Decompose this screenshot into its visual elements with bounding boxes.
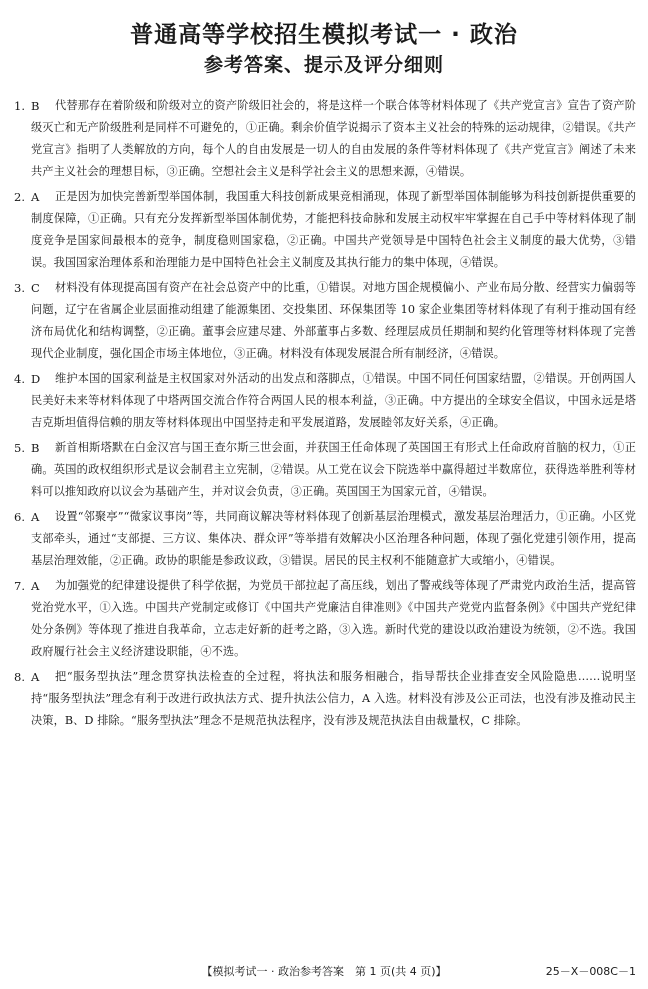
item-answer: A [31, 190, 40, 204]
item-answer: A [31, 670, 40, 684]
item-explanation: 把“服务型执法”理念贯穿执法检查的全过程，将执法和服务相融合，指导帮扶企业排查安全风险隐患……说明坚持“服务型执法”理念有利于改进行政执法方式、提升执法公信力，A 入选。材料没有涉及公正司法，也没有涉及推动民主决策，B、D 排除。“服务型执法”理念不是规范执法程序，没有涉及规范执法自由裁量权，C 排除。 [31, 670, 636, 727]
answer-item-8 [14, 666, 636, 732]
answer-item-7 [14, 575, 636, 663]
answer-item-2 [14, 186, 636, 274]
item-answer: A [31, 579, 40, 593]
item-answer: C [31, 281, 40, 295]
item-number: 1. [14, 99, 25, 113]
item-explanation: 代替那存在着阶级和阶级对立的资产阶级旧社会的，将是这样一个联合体等材料体现了《共产党宣言》宣告了资产阶级灭亡和无产阶级胜利是同样不可避免的，①正确。剩余价值学说揭示了资本主义社会的特殊的运动规律，②错误。《共产党宣言》指明了人类解放的方向，每个人的自由发展是一切人的自由发展的条件等材料体现了《共产党宣言》阐述了未来共产主义社会的理想目标，③正确。空想社会主义是科学社会主义的思想来源，④错误。 [31, 99, 636, 178]
item-number: 8. [14, 670, 25, 684]
item-number: 5. [14, 441, 25, 455]
item-number: 3. [14, 281, 25, 295]
footer-doc-code: 25－X－008C－1 [545, 965, 636, 978]
footer-page-info: 【模拟考试一 · 政治参考答案 第 1 页(共 4 页)】 [201, 965, 447, 978]
item-number: 7. [14, 579, 25, 593]
answer-list [14, 95, 636, 735]
item-explanation: 正是因为加快完善新型举国体制，我国重大科技创新成果竞相涌现，体现了新型举国体制能够为科技创新提供重要的制度保障，①正确。只有充分发挥新型举国体制优势，才能把科技命脉和发展主动权牢牢掌握在自己手中等材料体现了制度竞争是国家间最根本的竞争，制度稳则国家稳，②正确。中国共产党领导是中国特色社会主义制度的最大优势，③错误。我国国家治理体系和治理能力是中国特色社会主义制度及其执行能力的集中体现，④错误。 [31, 190, 636, 269]
item-answer: B [31, 99, 40, 113]
item-explanation: 设置“邻聚亭”“微家议事岗”等，共同商议解决等材料体现了创新基层治理模式，激发基层治理活力，①正确。小区党支部牵头，通过“支部提、三方议、集体决、群众评”等举措有效解决小区治理各种问题，体现了强化党建引领作用，提高基层治理效能，②正确。政协的职能是参政议政，③错误。居民的民主权利不能随意扩大或缩小，④错误。 [31, 510, 636, 567]
item-explanation: 材料没有体现提高国有资产在社会总资产中的比重，①错误。对地方国企规模偏小、产业布局分散、经营实力偏弱等问题，辽宁在省属企业层面推动组建了能源集团、交投集团、环保集团等 10 家企业集团等材料体现了有利于推动国有经济布局优化和结构调整，②正确。董事会应建尽建、外部董事占多数、经理层成员任期制和契约化管理等材料体现了完善现代企业制度，强化国企市场主体地位，③正确。材料没有体现发展混合所有制经济，④错误。 [31, 281, 636, 360]
item-answer: A [31, 510, 40, 524]
item-explanation: 为加强党的纪律建设提供了科学依据，为党员干部拉起了高压线，划出了警戒线等体现了严肃党内政治生活，提高管党治党水平，①入选。中国共产党制定或修订《中国共产党廉洁自律准则》《中国共产党党内监督条例》《中国共产党纪律处分条例》等体现了推进自我革命，立志走好新的赶考之路，③入选。新时代党的建设以政治建设为统领，②不选。我国政府履行社会主义经济建设职能，④不选。 [31, 579, 636, 658]
answer-item-6 [14, 506, 636, 572]
answer-item-3 [14, 277, 636, 365]
page-footer [0, 961, 648, 981]
page-subtitle: 参考答案、提示及评分细则 [203, 54, 444, 76]
answer-item-1 [14, 95, 636, 183]
item-explanation: 维护本国的国家利益是主权国家对外活动的出发点和落脚点，①错误。中国不同任何国家结盟，②错误。开创两国人民美好未来等材料体现了中塔两国交流合作符合两国人民的根本利益，③正确。中方提出的全球安全倡议，中国永远是塔吉克斯坦值得信赖的朋友等材料体现出中国坚持走和平发展道路，发展睦邻友好关系，④正确。 [31, 372, 636, 429]
item-answer: D [31, 372, 41, 386]
item-explanation: 新首相斯塔默在白金汉宫与国王查尔斯三世会面，并获国王任命体现了英国国王有形式上任命政府首脑的权力，①正确。英国的政权组织形式是议会制君主立宪制，②错误。从工党在议会下院选举中赢得超过半数席位，获得选举胜利等材料可以推知政府以议会为基础产生，并对议会负责，③正确。英国国王为国家元首，④错误。 [31, 441, 636, 498]
item-number: 6. [14, 510, 25, 524]
answer-item-5 [14, 437, 636, 503]
answer-item-4 [14, 368, 636, 434]
page-title: 普通高等学校招生模拟考试一 · 政治 [130, 22, 518, 48]
item-number: 2. [14, 190, 25, 204]
item-number: 4. [14, 372, 25, 386]
item-answer: B [31, 441, 40, 455]
